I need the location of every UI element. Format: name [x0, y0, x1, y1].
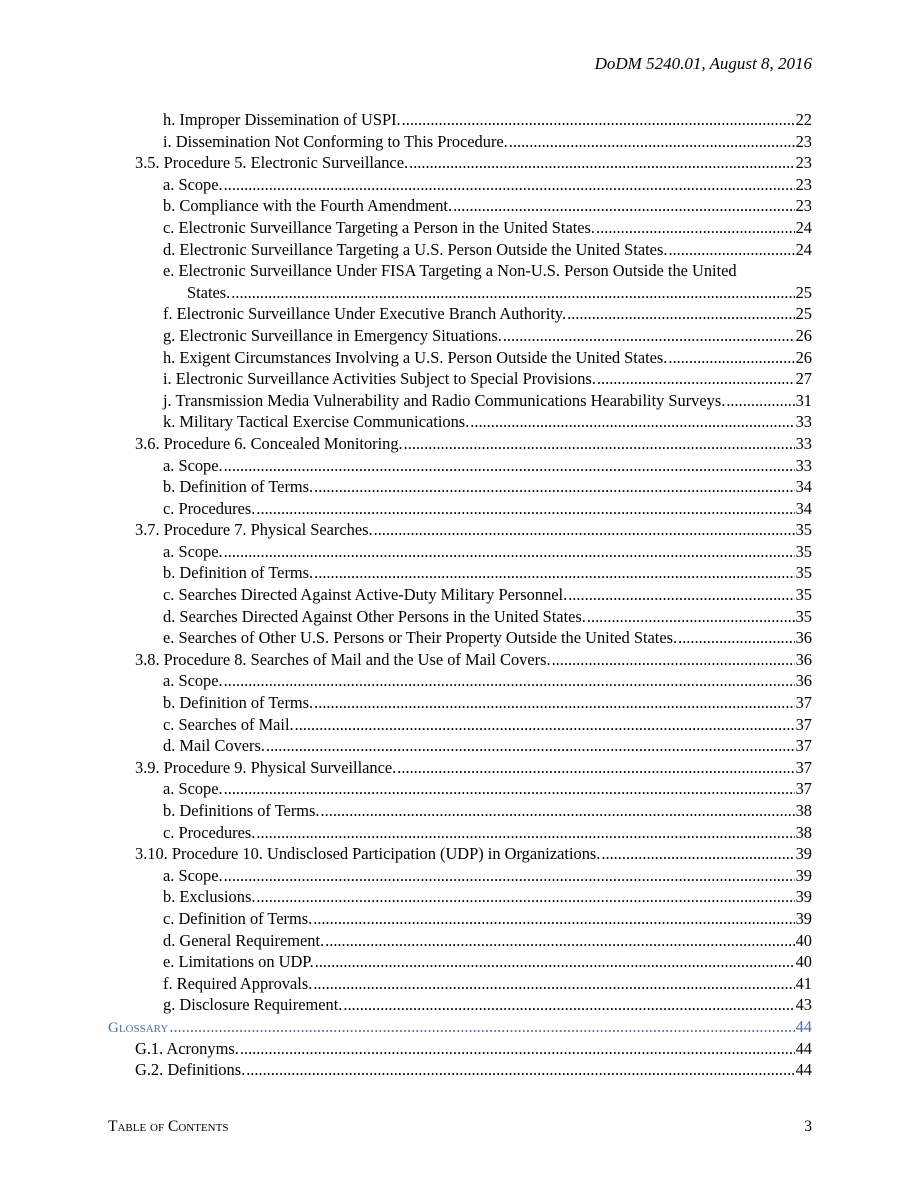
dot-leader [509, 131, 795, 153]
toc-entry[interactable] [108, 692, 812, 714]
toc-entry[interactable] [108, 735, 812, 757]
toc-page-number: 37 [795, 736, 812, 756]
toc-page-number: 35 [795, 541, 812, 561]
dot-leader [314, 692, 794, 714]
toc-page-number: 37 [795, 757, 812, 777]
toc-entry-title: 3.5. Procedure 5. Electronic Surveillance. [135, 153, 409, 173]
toc-entry[interactable] [108, 584, 812, 606]
toc-entry[interactable] [108, 562, 812, 584]
toc-page-number: 23 [795, 153, 812, 173]
toc-page-number: 23 [795, 131, 812, 151]
toc-page-number: 26 [795, 347, 812, 367]
dot-leader [314, 562, 794, 584]
toc-page-number: 26 [795, 325, 812, 345]
dot-leader [295, 714, 795, 736]
toc-entry[interactable] [108, 217, 812, 239]
toc-entry[interactable] [108, 606, 812, 628]
toc-entry-title: b. Definition of Terms. [163, 693, 314, 713]
footer-section-title: Table of Contents [108, 1118, 229, 1135]
dot-leader [668, 239, 794, 261]
toc-entry-title: c. Procedures. [163, 498, 256, 518]
toc-page-number: 44 [795, 1060, 812, 1080]
dot-leader [169, 1016, 794, 1038]
toc-page-number: 25 [795, 282, 812, 302]
dot-leader [266, 735, 795, 757]
toc-entry-title: G.2. Definitions. [135, 1060, 246, 1080]
toc-entry-title: f. Electronic Surveillance Under Executive Branch Authority. [163, 304, 567, 324]
dot-leader [313, 908, 794, 930]
toc-page-number: 24 [795, 239, 812, 259]
toc-entry[interactable] [108, 260, 812, 303]
toc-entry-continuation [163, 282, 812, 304]
page-footer [108, 1118, 812, 1136]
toc-entry-title: c. Searches Directed Against Active-Duty Military Personnel. [163, 585, 568, 605]
toc-page-number: 41 [795, 973, 812, 993]
toc-entry[interactable] [108, 930, 812, 952]
dot-leader [343, 994, 794, 1016]
toc-entry[interactable] [108, 390, 812, 412]
toc-entry-title: e. Electronic Surveillance Under FISA Targeting a Non-U.S. Person Outside the United [163, 261, 737, 281]
dot-leader [470, 411, 794, 433]
table-of-contents [108, 109, 812, 1081]
dot-leader [587, 606, 795, 628]
toc-entry[interactable] [108, 152, 812, 174]
toc-entry[interactable] [108, 325, 812, 347]
toc-entry[interactable] [108, 455, 812, 477]
dot-leader [678, 627, 795, 649]
toc-entry[interactable] [108, 973, 812, 995]
toc-entry-title: b. Compliance with the Fourth Amendment. [163, 196, 453, 216]
toc-entry[interactable] [108, 951, 812, 973]
toc-page-number: 36 [795, 671, 812, 691]
toc-entry[interactable] [108, 433, 812, 455]
toc-entry-title: i. Electronic Surveillance Activities Subject to Special Provisions. [163, 369, 596, 389]
dot-leader [409, 152, 795, 174]
dot-leader [552, 649, 795, 671]
dot-leader [224, 541, 795, 563]
toc-entry[interactable] [108, 886, 812, 908]
toc-entry-title: G.1. Acronyms. [135, 1038, 239, 1058]
dot-leader [601, 843, 794, 865]
toc-entry[interactable] [108, 649, 812, 671]
toc-entry-title: h. Improper Dissemination of USPI. [163, 110, 401, 129]
toc-page-number: 35 [795, 585, 812, 605]
dot-leader [402, 109, 795, 131]
toc-page-number: 23 [795, 196, 812, 216]
dot-leader [453, 195, 795, 217]
toc-entry-title: a. Scope. [163, 174, 223, 194]
toc-entry-title: 3.10. Procedure 10. Undisclosed Participation (UDP) in Organizations. [135, 844, 601, 864]
toc-page-number: 25 [795, 304, 812, 324]
toc-entry[interactable] [108, 541, 812, 563]
toc-entry[interactable] [108, 1059, 812, 1081]
toc-page-number: 36 [795, 649, 812, 669]
toc-entry-title: a. Scope. [163, 865, 223, 885]
toc-entry-title: g. Electronic Surveillance in Emergency Situations. [163, 325, 502, 345]
toc-entry[interactable] [108, 843, 812, 865]
toc-entry-title: k. Military Tactical Exercise Communications. [163, 412, 470, 432]
toc-entry-title: 3.7. Procedure 7. Physical Searches. [135, 520, 373, 540]
dot-leader [325, 930, 794, 952]
toc-entry[interactable] [108, 109, 812, 131]
toc-page-number: 31 [795, 390, 812, 410]
toc-entry-title: 3.9. Procedure 9. Physical Surveillance. [135, 757, 397, 777]
toc-entry[interactable] [108, 865, 812, 887]
dot-leader [315, 951, 795, 973]
dot-leader [224, 778, 795, 800]
toc-page-number: 22 [795, 110, 812, 129]
dot-leader [503, 325, 795, 347]
toc-page-number: 44 [795, 1038, 812, 1058]
toc-entry-title: 3.8. Procedure 8. Searches of Mail and the Use of Mail Covers. [135, 649, 551, 669]
toc-entry-title: Glossary [108, 1019, 169, 1036]
toc-entry-title: c. Searches of Mail. [163, 714, 294, 734]
toc-entry-title: d. Mail Covers. [163, 736, 265, 756]
toc-entry-title: b. Definitions of Terms. [163, 801, 320, 820]
toc-page-number: 33 [795, 412, 812, 432]
toc-page-number: 35 [795, 606, 812, 626]
toc-entry[interactable] [108, 800, 812, 822]
toc-entry-title: b. Definition of Terms. [163, 563, 314, 583]
toc-page-number: 34 [795, 477, 812, 497]
toc-entry-title: d. Searches Directed Against Other Persons in the United States. [163, 606, 586, 626]
toc-entry-title: 3.6. Procedure 6. Concealed Monitoring. [135, 433, 403, 453]
dot-leader [224, 865, 795, 887]
toc-page-number: 33 [795, 433, 812, 453]
toc-entry-title: g. Disclosure Requirement. [163, 995, 343, 1015]
dot-leader [404, 433, 795, 455]
page-number: 3 [804, 1118, 812, 1135]
toc-entry[interactable] [108, 368, 812, 390]
toc-entry-title: j. Transmission Media Vulnerability and Radio Communications Hearability Surveys. [163, 390, 726, 410]
toc-page-number: 23 [795, 174, 812, 194]
toc-entry[interactable] [108, 822, 812, 844]
toc-page-number: 34 [795, 498, 812, 518]
dot-leader [256, 498, 794, 520]
toc-page-number: 38 [795, 822, 812, 842]
toc-entry-title: c. Definition of Terms. [163, 908, 313, 928]
toc-entry[interactable] [108, 778, 812, 800]
toc-page-number: 43 [795, 995, 812, 1015]
dot-leader [240, 1038, 795, 1060]
toc-entry-title: e. Limitations on UDP. [163, 952, 314, 972]
toc-page-number: 40 [795, 952, 812, 972]
dot-leader [231, 282, 794, 304]
toc-entry[interactable] [108, 303, 812, 325]
toc-entry-title: f. Required Approvals. [163, 973, 313, 993]
toc-entry[interactable] [108, 757, 812, 779]
toc-entry[interactable] [108, 476, 812, 498]
toc-page-number: 27 [795, 369, 812, 389]
toc-entry-title: d. General Requirement. [163, 930, 325, 950]
toc-page-number: 40 [795, 930, 812, 950]
toc-page-number: 35 [795, 520, 812, 540]
dot-leader [224, 670, 795, 692]
dot-leader [597, 368, 795, 390]
toc-page-number: 39 [795, 887, 812, 907]
toc-page-number: 33 [795, 455, 812, 475]
dot-leader [313, 973, 794, 995]
dot-leader [256, 886, 794, 908]
toc-entry[interactable] [108, 994, 812, 1016]
dot-leader [224, 174, 795, 196]
toc-entry[interactable] [108, 131, 812, 153]
toc-entry[interactable] [108, 1038, 812, 1060]
toc-entry-title: a. Scope. [163, 541, 223, 561]
toc-page-number: 37 [795, 693, 812, 713]
toc-entry[interactable] [108, 195, 812, 217]
dot-leader [668, 347, 794, 369]
toc-entry[interactable] [108, 627, 812, 649]
toc-page-number: 35 [795, 563, 812, 583]
toc-entry[interactable] [108, 347, 812, 369]
toc-page-number: 39 [795, 844, 812, 864]
toc-entry-title-cont: States. [187, 282, 231, 302]
dot-leader [374, 519, 795, 541]
toc-entry[interactable] [108, 714, 812, 736]
dot-leader [567, 303, 795, 325]
dot-leader [726, 390, 794, 412]
dot-leader [246, 1059, 794, 1081]
toc-entry-title: e. Searches of Other U.S. Persons or Their Property Outside the United States. [163, 628, 678, 648]
toc-entry[interactable] [108, 498, 812, 520]
toc-entry[interactable] [108, 908, 812, 930]
toc-entry[interactable] [108, 519, 812, 541]
toc-entry-title: b. Definition of Terms. [163, 477, 314, 497]
toc-page-number: 39 [795, 865, 812, 885]
toc-entry-title: h. Exigent Circumstances Involving a U.S. Person Outside the United States. [163, 347, 668, 367]
toc-entry[interactable] [108, 239, 812, 261]
toc-page-number: 36 [795, 628, 812, 648]
toc-page-number: 38 [795, 801, 812, 820]
toc-entry[interactable] [108, 1016, 812, 1038]
toc-entry[interactable] [108, 174, 812, 196]
toc-entry-title: b. Exclusions. [163, 887, 256, 907]
toc-page-number: 37 [795, 779, 812, 799]
dot-leader [321, 800, 795, 822]
dot-leader [314, 476, 794, 498]
dot-leader [256, 822, 794, 844]
toc-page-number: 37 [795, 714, 812, 734]
dot-leader [568, 584, 794, 606]
dot-leader [224, 455, 795, 477]
toc-entry[interactable] [108, 670, 812, 692]
toc-entry-title: c. Procedures. [163, 822, 256, 842]
toc-entry-title: i. Dissemination Not Conforming to This Procedure. [163, 131, 508, 151]
toc-page-number: 44 [795, 1016, 812, 1036]
toc-page-number: 24 [795, 217, 812, 237]
toc-entry-title: a. Scope. [163, 455, 223, 475]
toc-entry[interactable] [108, 411, 812, 433]
toc-entry-title: a. Scope. [163, 779, 223, 799]
toc-entry-title: a. Scope. [163, 671, 223, 691]
dot-leader [596, 217, 795, 239]
toc-entry-title: d. Electronic Surveillance Targeting a U.S. Person Outside the United States. [163, 239, 668, 259]
toc-entry-title: c. Electronic Surveillance Targeting a Person in the United States. [163, 217, 596, 237]
running-header: DoDM 5240.01, August 8, 2016 [594, 54, 812, 73]
toc-page-number: 39 [795, 908, 812, 928]
dot-leader [397, 757, 794, 779]
